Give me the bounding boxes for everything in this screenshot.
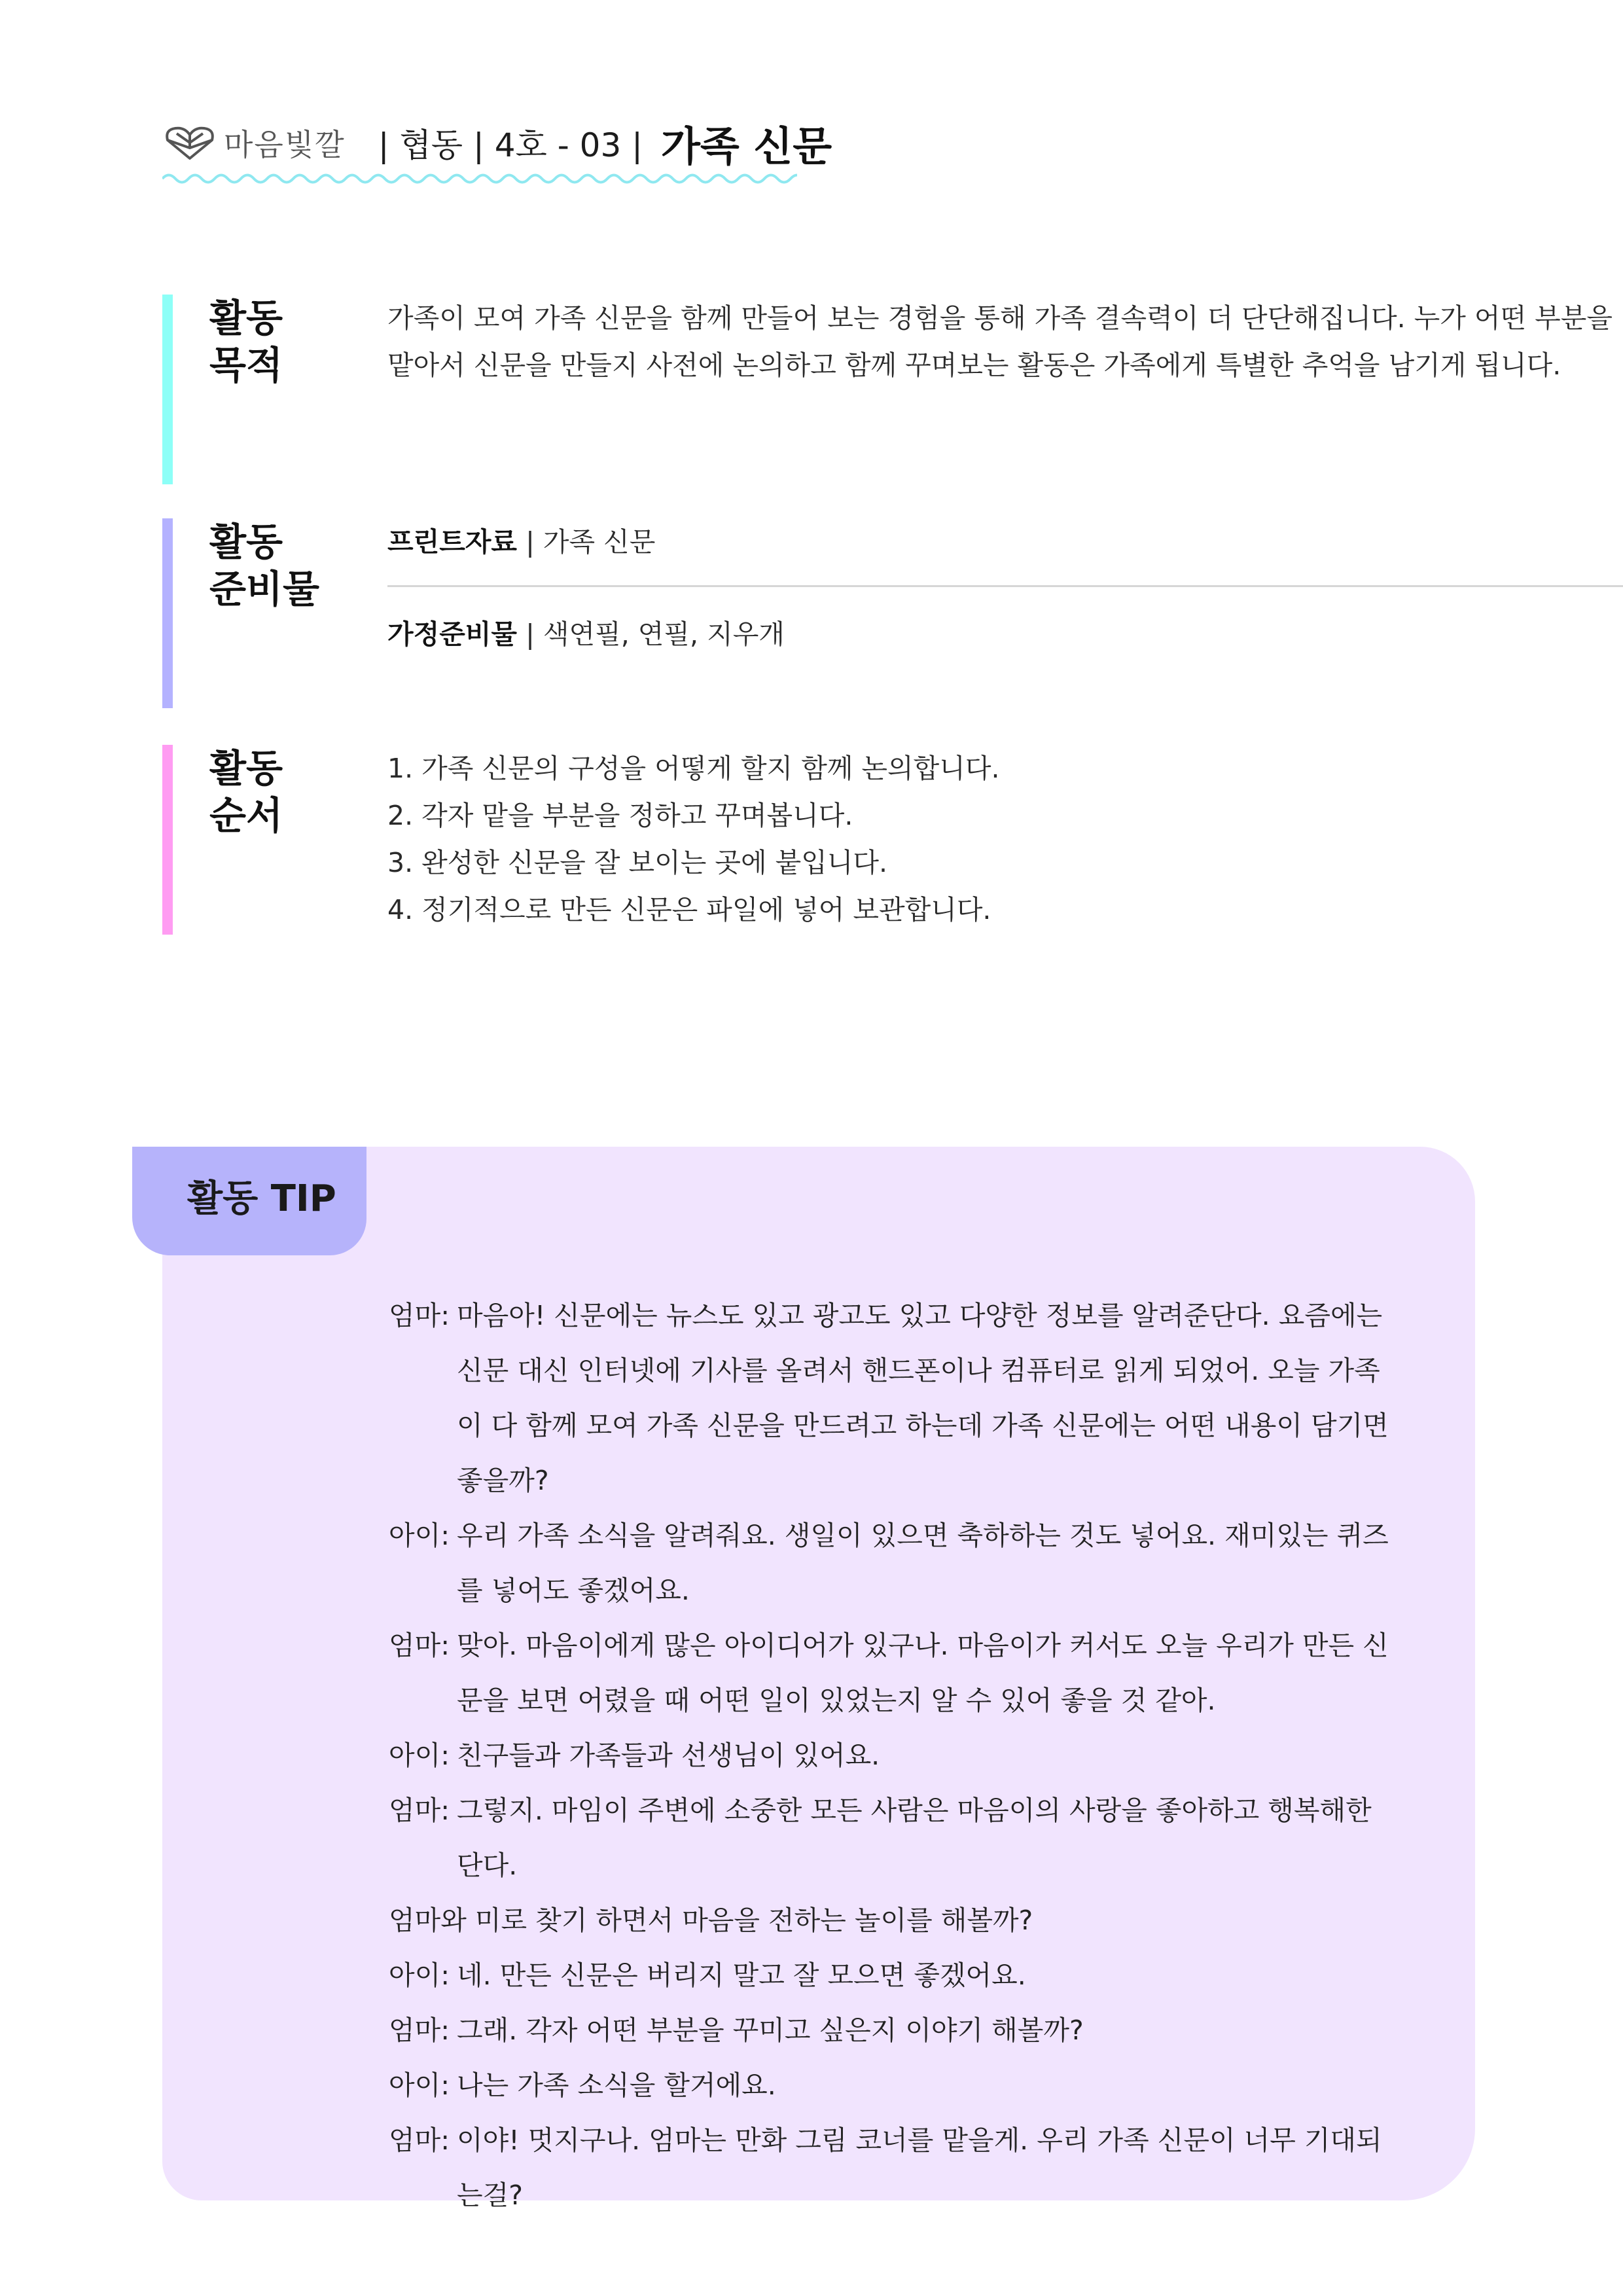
dialogue-text: 친구들과 가족들과 선생님이 있어요. xyxy=(457,1740,880,1771)
materials-value: | 가족 신문 xyxy=(526,526,656,558)
dialogue-speaker: 아이: xyxy=(389,1740,450,1771)
materials-row-print xyxy=(387,518,1623,565)
dialogue-text: 그렇지. 마임이 주변에 소중한 모든 사람은 마음이의 사랑을 좋아하고 행복해한단다. xyxy=(457,1795,1372,1881)
materials-key: 프린트자료 xyxy=(387,526,518,558)
dialogue-line xyxy=(389,1728,1397,1783)
steps-list xyxy=(387,745,1623,933)
steps-body xyxy=(387,745,1623,933)
purpose-text: 가족이 모여 가족 신문을 함께 만들어 보는 경험을 통해 가족 결속력이 더 단단해집니다. 누가 어떤 부분을 맡아서 신문을 만들지 사전에 논의하고 함께 꾸며보는 활동은 가족에게 특별한 추억을 남기게 됩니다. xyxy=(387,302,1613,381)
dialogue-line xyxy=(389,1618,1397,1728)
dialogue-text: 네. 만든 신문은 버리지 말고 잘 모으면 좋겠어요. xyxy=(457,1960,1026,1991)
dialogue-line xyxy=(389,2003,1397,2058)
page-title: 가족 신문 xyxy=(661,122,832,170)
tip-dialogue xyxy=(389,1288,1397,2223)
dialogue-text: 엄마와 미로 찾기 하면서 마음을 전하는 놀이를 해볼까? xyxy=(389,1905,1033,1936)
dialogue-line xyxy=(389,1508,1397,1618)
heart-logo-icon xyxy=(162,123,217,162)
section-materials xyxy=(162,518,1484,708)
materials-row-home xyxy=(387,611,1623,658)
section-purpose xyxy=(162,295,1613,484)
dialogue-text: 맞아. 마음이에게 많은 아이디어가 있구나. 마음이가 커서도 오늘 우리가 만든 신문을 보면 어렸을 때 어떤 일이 있었는지 알 수 있어 좋을 것 같아. xyxy=(457,1630,1389,1716)
page-header xyxy=(162,110,832,175)
document-meta: | 협동 | 4호 - 03 | xyxy=(378,126,643,164)
section-accent-bar xyxy=(162,745,173,935)
materials-value: | 색연필, 연필, 지우개 xyxy=(526,619,785,650)
section-label: 활동 순서 xyxy=(209,746,283,838)
dialogue-line xyxy=(389,1893,1397,1948)
materials-list xyxy=(387,518,1623,658)
dialogue-speaker: 엄마: xyxy=(389,1630,450,1661)
dialogue-line xyxy=(389,1288,1397,1508)
dialogue-line xyxy=(389,1783,1397,1893)
dialogue-text: 마음아! 신문에는 뉴스도 있고 광고도 있고 다양한 정보를 알려준단다. 요즘에는 신문 대신 인터넷에 기사를 올려서 핸드폰이나 컴퓨터로 읽게 되었어. 오늘 가족이 다 함께 모여 가족 신문을 만드려고 하는데 가족 신문에는 어떤 내용이 담기면 좋을까? xyxy=(457,1300,1389,1496)
section-steps xyxy=(162,745,1484,935)
dialogue-speaker: 엄마: xyxy=(389,1795,450,1826)
brand-logo xyxy=(162,121,346,164)
dialogue-speaker: 아이: xyxy=(389,1960,450,1991)
dialogue-text: 그래. 각자 어떤 부분을 꾸미고 싶은지 이야기 해볼까? xyxy=(457,2015,1084,2046)
section-label: 활동 준비물 xyxy=(209,520,320,611)
dialogue-text: 나는 가족 소식을 할거에요. xyxy=(457,2070,776,2101)
list-item: 1. 가족 신문의 구성을 어떻게 할지 함께 논의합니다. xyxy=(387,753,1000,784)
dialogue-speaker: 엄마: xyxy=(389,2125,450,2156)
section-accent-bar xyxy=(162,295,173,484)
dialogue-speaker: 엄마: xyxy=(389,2015,450,2046)
section-label: 활동 목적 xyxy=(209,296,283,387)
list-item: 3. 완성한 신문을 잘 보이는 곳에 붙입니다. xyxy=(387,847,888,878)
dialogue-text: 우리 가족 소식을 알려줘요. 생일이 있으면 축하하는 것도 넣어요. 재미있는 퀴즈를 넣어도 좋겠어요. xyxy=(457,1520,1389,1606)
dialogue-line xyxy=(389,1948,1397,2003)
tip-title: 활동 TIP xyxy=(187,1177,336,1220)
dialogue-line xyxy=(389,2113,1397,2223)
list-item: 4. 정기적으로 만든 신문은 파일에 넣어 보관합니다. xyxy=(387,894,991,925)
divider xyxy=(387,585,1623,587)
brand-name: 마음빛깔 xyxy=(224,127,346,162)
dialogue-text: 이야! 멋지구나. 엄마는 만화 그림 코너를 맡을게. 우리 가족 신문이 너무 기대되는걸? xyxy=(457,2125,1382,2211)
section-accent-bar xyxy=(162,518,173,708)
dialogue-line xyxy=(389,2058,1397,2113)
wavy-underline xyxy=(162,169,797,188)
dialogue-speaker: 아이: xyxy=(389,2070,450,2101)
list-item: 2. 각자 맡을 부분을 정하고 꾸며봅니다. xyxy=(387,800,853,831)
dialogue-speaker: 엄마: xyxy=(389,1300,450,1331)
dialogue-speaker: 아이: xyxy=(389,1520,450,1551)
materials-key: 가정준비물 xyxy=(387,619,518,650)
